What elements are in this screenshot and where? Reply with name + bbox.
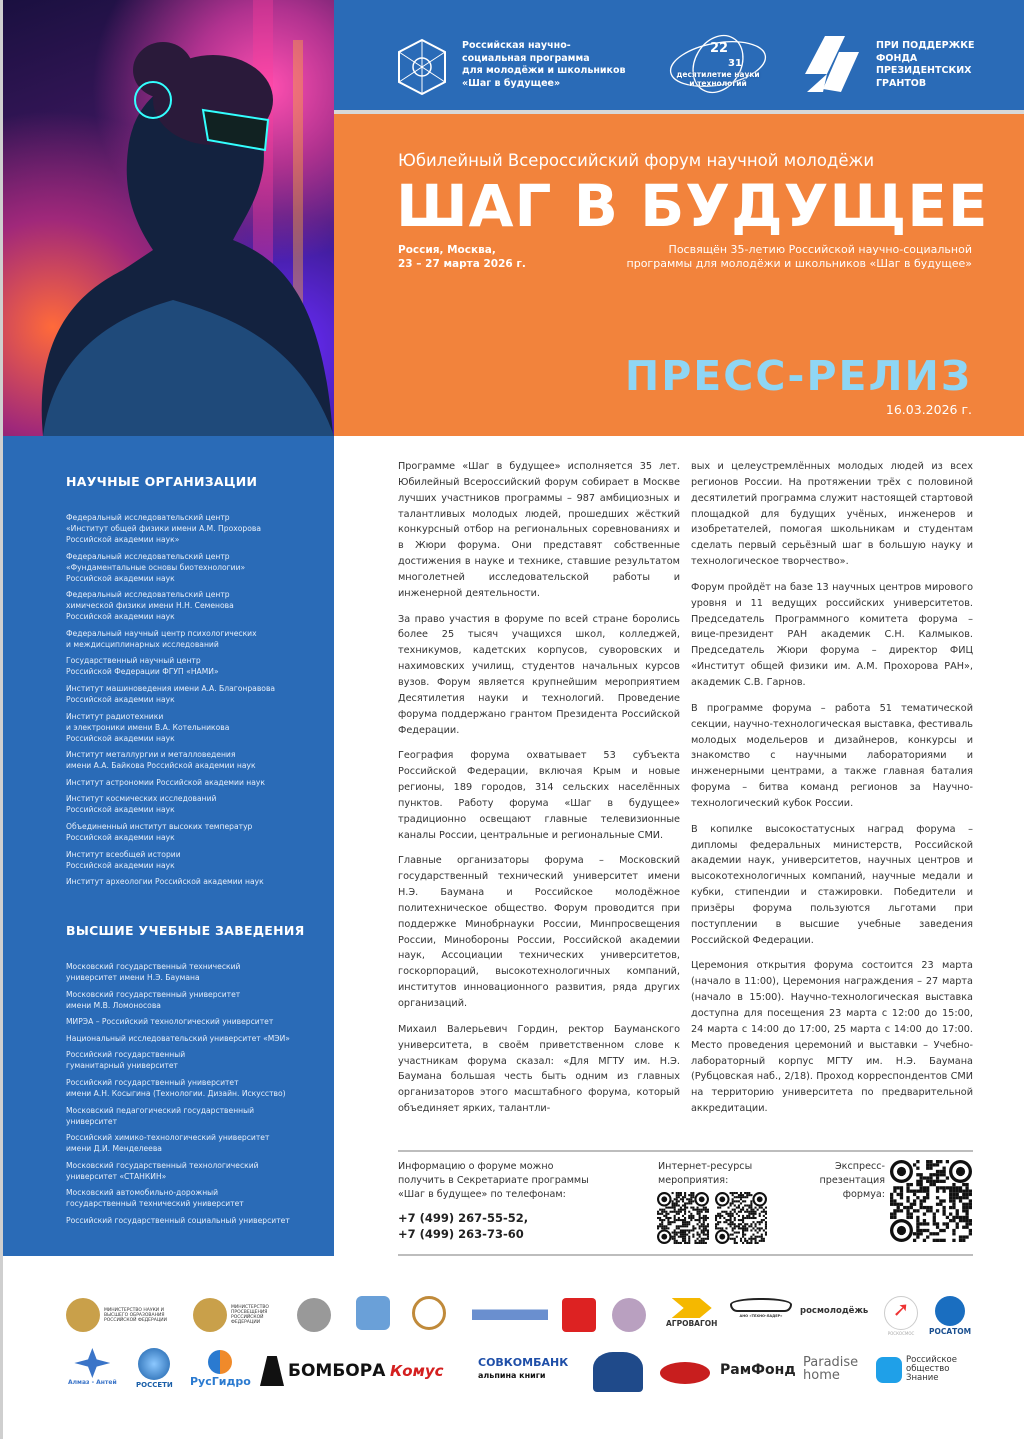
university-item: МИРЭА – Российский технологический университет — [66, 1017, 274, 1027]
university-item: Московский педагогический государственный университет — [66, 1105, 255, 1126]
partner-logo-komus: Комус — [390, 1362, 444, 1380]
grants-fund-logo-icon — [795, 34, 865, 94]
science-org-item: Институт радиотехники и электроники имени В.А. Котельникова Российской академии наук — [66, 711, 230, 743]
partner-logo-6 — [660, 1362, 710, 1384]
body-paragraph: В копилке высокостатусных наград форума – дипломы федеральных министерств, Российской академии наук, университетов, научных центров и высокотехнологичных компаний, научные медали и кубки, стипендии и стажировки. Победители и призёры форума пользуются льготами при поступлении в высшие учебные заведения Российской Федерации. — [691, 823, 973, 946]
science-org-item: Федеральный исследовательский центр «Фундаментальные основы биотехнологии» Российской академии наук — [66, 551, 246, 583]
university-item: Московский государственный университет имени М.В. Ломоносова — [66, 989, 241, 1010]
partner-logo-sovcombank-alpina: СОВКОМБАНК альпина книги — [478, 1356, 569, 1380]
body-paragraph: Церемония открытия форума состоится 23 марта (начало в 11:00), Церемония награждения – 27 марта (начало в 15:00). Научно-технологическая выставка доступна для посещения 23 марта с 12:00 до 15:00, 24 марта с 14:00 до 17:00, 25 марта с 14:00 до 17:00. Место проведения церемоний и выставки – Учебно-лабораторный корпус МГТУ им. Н.Э. Баумана (Рубцовская наб., 2/18). Проход корреспондентов СМИ на территорию университета по предварительной аккредитации. — [691, 960, 973, 1115]
grants-text: ПРИ ПОДДЕРЖКЕ ФОНДА ПРЕЗИДЕНТСКИХ ГРАНТОВ — [876, 40, 975, 89]
partner-logo-2 — [412, 1296, 446, 1330]
partner-logo-rosatom: РОСАТОМ — [929, 1296, 971, 1336]
university-item: Российский химико-технологический университет имени Д.И. Менделеева — [66, 1133, 270, 1154]
partner-logo-4 — [612, 1298, 646, 1332]
science-orgs-heading: НАУЧНЫЕ ОРГАНИЗАЦИИ — [66, 474, 258, 489]
hero-illustration — [3, 0, 334, 436]
program-logo-icon — [397, 38, 447, 96]
science-org-item: Федеральный исследовательский центр химической физики имени Н.Н. Семенова Российской академии наук — [66, 590, 234, 622]
body-paragraph: Михаил Валерьевич Гордин, ректор Бауманского университета, в своём приветственном слове к участникам форума сказал: «Для МГТУ им. Н.Э. Баумана большая честь быть одним из главных организаторов этого масштабного форума, который объединяет ярких, талантли- — [398, 1023, 680, 1115]
partner-logo-rushydro: РусГидро — [190, 1350, 251, 1388]
partner-logo-rosseti: РОССЕТИ — [136, 1348, 173, 1389]
university-item: Московский автомобильно-дорожный государственный технический университет — [66, 1188, 244, 1209]
divider-top — [398, 1150, 973, 1152]
partner-logo-bombora: БОМБОРА — [260, 1356, 385, 1386]
university-item: Российский государственный гуманитарный университет — [66, 1050, 186, 1071]
universities-list — [66, 961, 328, 1232]
body-paragraph: За право участия в форуме по всей стране боролись более 25 тысяч учащихся школ, колледжей, техникумов, кадетских корпусов, суворовских и нахимовских училищ, студентов начальных курсов вузов. Форум является крупнейшим мероприятием Десятилетия науки и технологий. Проведение форума поддержано грантом Президента Российской Федерации. — [398, 613, 680, 736]
body-paragraph: Главные организаторы форума – Московский государственный технический университет имени Н.Э. Баумана и Российское молодёжное политехническое общество. Форум проводится при поддержке Минобрнауки России, Минпросвещения России, Минобороны России, Российской академии наук, Ассоциации технических университетов, госкорпораций, высокотехнологичных компаний, институтов инновационного развития, ряда других организаций. — [398, 855, 680, 1009]
resources-label: Интернет-ресурсы мероприятия: — [658, 1161, 753, 1186]
science-org-item: Институт машиноведения имени А.А. Благонравова Российской академии наук — [66, 683, 276, 704]
body-paragraph: География форума охватывает 53 субъекта Российской Федерации, включая Крым и новые регионы, 189 городов, 314 сельских населённых пунктов. Работу форума «Шаг в будущее» традиционно освещают главные телевизионные каналы России, центральные и региональные СМИ. — [398, 750, 680, 841]
science-org-item: Государственный научный центр Российской Федерации ФГУП «НАМИ» — [66, 656, 219, 677]
decade-logo-text: десятилетие науки и технологий — [676, 70, 760, 88]
partner-logo-paradise: Paradise home — [803, 1355, 859, 1383]
science-org-item: Объединенный институт высоких температур Российской академии наук — [66, 821, 253, 842]
science-org-item: Институт астрономии Российской академии наук — [66, 777, 266, 787]
body-paragraph: вых и целеустремлённых молодых людей из всех регионов России. На протяжении трёх с половиной десятилетий программа служит настоящей стартовой площадкой для будущих учёных, инженеров и изобретателей, помогая школьникам и студентам сделать первый серьёзный шаг в большую науку и технологическое творчество». — [691, 461, 973, 568]
partner-logos — [0, 1290, 1024, 1400]
program-logo-text: Российская научно- социальная программа для молодёжи и школьников «Шаг в будущее» — [462, 40, 626, 89]
university-item: Национальный исследовательский университет «МЭИ» — [66, 1033, 290, 1043]
forum-dedication: Посвящён 35-летию Российской научно-социальной программы для молодёжи и школьников «Шаг в будущее» — [626, 243, 972, 270]
partner-logo-spb — [562, 1298, 596, 1332]
partner-logo-ramfond: РамФонд — [720, 1362, 796, 1378]
partner-logo-rosmolodezh: росмолодёжь — [800, 1306, 869, 1316]
science-org-item: Федеральный исследовательский центр «Институт общей физики имени А.М. Прохорова Российской академии наук» — [66, 513, 261, 544]
partner-logo-techno-lader: АНО «ТЕХНО-ЛАДЕР» — [730, 1298, 792, 1318]
partner-logo-minprosv: МИНИСТЕРСТВО ПРОСВЕЩЕНИЯ РОССИЙСКОЙ ФЕДЕРАЦИИ — [193, 1298, 279, 1332]
forum-subtitle: Юбилейный Всероссийский форум научной молодёжи — [398, 151, 875, 170]
partner-logo-roscosmos: ➚ РОСКОСМОС — [884, 1296, 918, 1336]
partner-logo-minoborony — [297, 1298, 331, 1332]
partner-logo-agrovagon: АГРОВАГОН — [666, 1298, 717, 1328]
partner-logo-coat-1 — [356, 1296, 390, 1330]
body-paragraph: Программе «Шаг в будущее» исполняется 35 лет. Юбилейный Всероссийский форум собирает в Москве лучших участников программы – 987 амбициозных и талантливых молодых людей, прошедших жёсткий конкурсный отбор на региональных соревнованиях и в Жюри форума. Они представят собственные достижения в науке и технике, ставшие результатом многолетней исследовательской работы и инженерной деятельности. — [398, 461, 680, 599]
university-item: Российский государственный университет имени А.Н. Косыгина (Технологии. Дизайн. Искусство) — [66, 1077, 286, 1098]
body-paragraph: В программе форума – работа 51 тематической секции, научно-технологическая выставка, фестиваль молодых модельеров и дизайнеров, конкурсы и знакомство с научными лабораториями и инженерными центрами, а также главная баталия форума – битва команд регионов за Научно-технологический кубок России. — [691, 702, 973, 809]
partner-logo-3 — [472, 1296, 548, 1330]
science-org-item: Институт археологии Российской академии наук — [66, 877, 264, 887]
qr-code-presentation[interactable] — [890, 1160, 972, 1242]
science-org-item: Институт всеобщей истории Российской академии наук — [66, 849, 181, 870]
sidebar — [3, 436, 334, 1256]
university-item: Московский государственный технический университет имени Н.Э. Баумана — [66, 962, 241, 982]
body-paragraph: Форум пройдёт на базе 13 научных центров мирового уровня и 11 ведущих российских университетов. Председатель Программного комитета форума – вице-президент РАН академик С.Н. Калмыков. Председатель Жюри форума – директор ФИЦ «Институт общей физики им. А.М. Прохорова РАН», академик С.В. Гарнов. — [691, 581, 973, 688]
forum-place-dates: Россия, Москва, 23 – 27 марта 2026 г. — [398, 244, 526, 270]
universities-heading: ВЫСШИЕ УЧЕБНЫЕ ЗАВЕДЕНИЯ — [66, 923, 305, 938]
science-org-item: Институт металлургии и металловедения имени А.А. Байкова Российской академии наук — [66, 750, 256, 771]
science-org-item: Федеральный научный центр психологических и междисциплинарных исследований — [66, 628, 257, 649]
contact-phones: +7 (499) 267-55-52, +7 (499) 263-73-60 — [398, 1211, 529, 1241]
partner-logo-5 — [593, 1352, 643, 1392]
partner-logo-minobrnauki: МИНИСТЕРСТВО НАУКИ И ВЫСШЕГО ОБРАЗОВАНИЯ РОССИЙСКОЙ ФЕДЕРАЦИИ — [66, 1298, 179, 1332]
press-release-date: 16.03.2026 г. — [885, 402, 972, 417]
partner-logo-znanie: Российское общество Знание — [876, 1356, 968, 1383]
decade-num2: 31 — [728, 58, 742, 69]
forum-title: ШАГ В БУДУЩЕЕ — [396, 172, 989, 240]
decade-num1: 22 — [710, 41, 729, 56]
body-column-2 — [691, 459, 973, 1127]
science-org-item: Институт космических исследований Российской академии наук — [66, 794, 217, 815]
divider-bottom — [398, 1254, 973, 1256]
partner-logo-almaz-antey: Алмаз - Антей — [68, 1348, 117, 1386]
press-release-heading: ПРЕСС-РЕЛИЗ — [624, 352, 972, 400]
science-orgs-list — [66, 512, 328, 893]
contact-info: Информацию о форуме можно получить в Секретариате программы «Шаг в будущее» по телефонам: — [398, 1161, 589, 1200]
qr-code-resource-2[interactable] — [715, 1192, 767, 1244]
university-item: Московский государственный технологический университет «СТАНКИН» — [66, 1160, 259, 1181]
university-item: Российский государственный социальный университет — [66, 1215, 290, 1225]
body-column-1 — [398, 459, 680, 1127]
qr-code-resource-1[interactable] — [657, 1192, 709, 1244]
hero-image — [3, 0, 334, 436]
presentation-label: Экспресс- презентация формуа: — [819, 1161, 885, 1200]
